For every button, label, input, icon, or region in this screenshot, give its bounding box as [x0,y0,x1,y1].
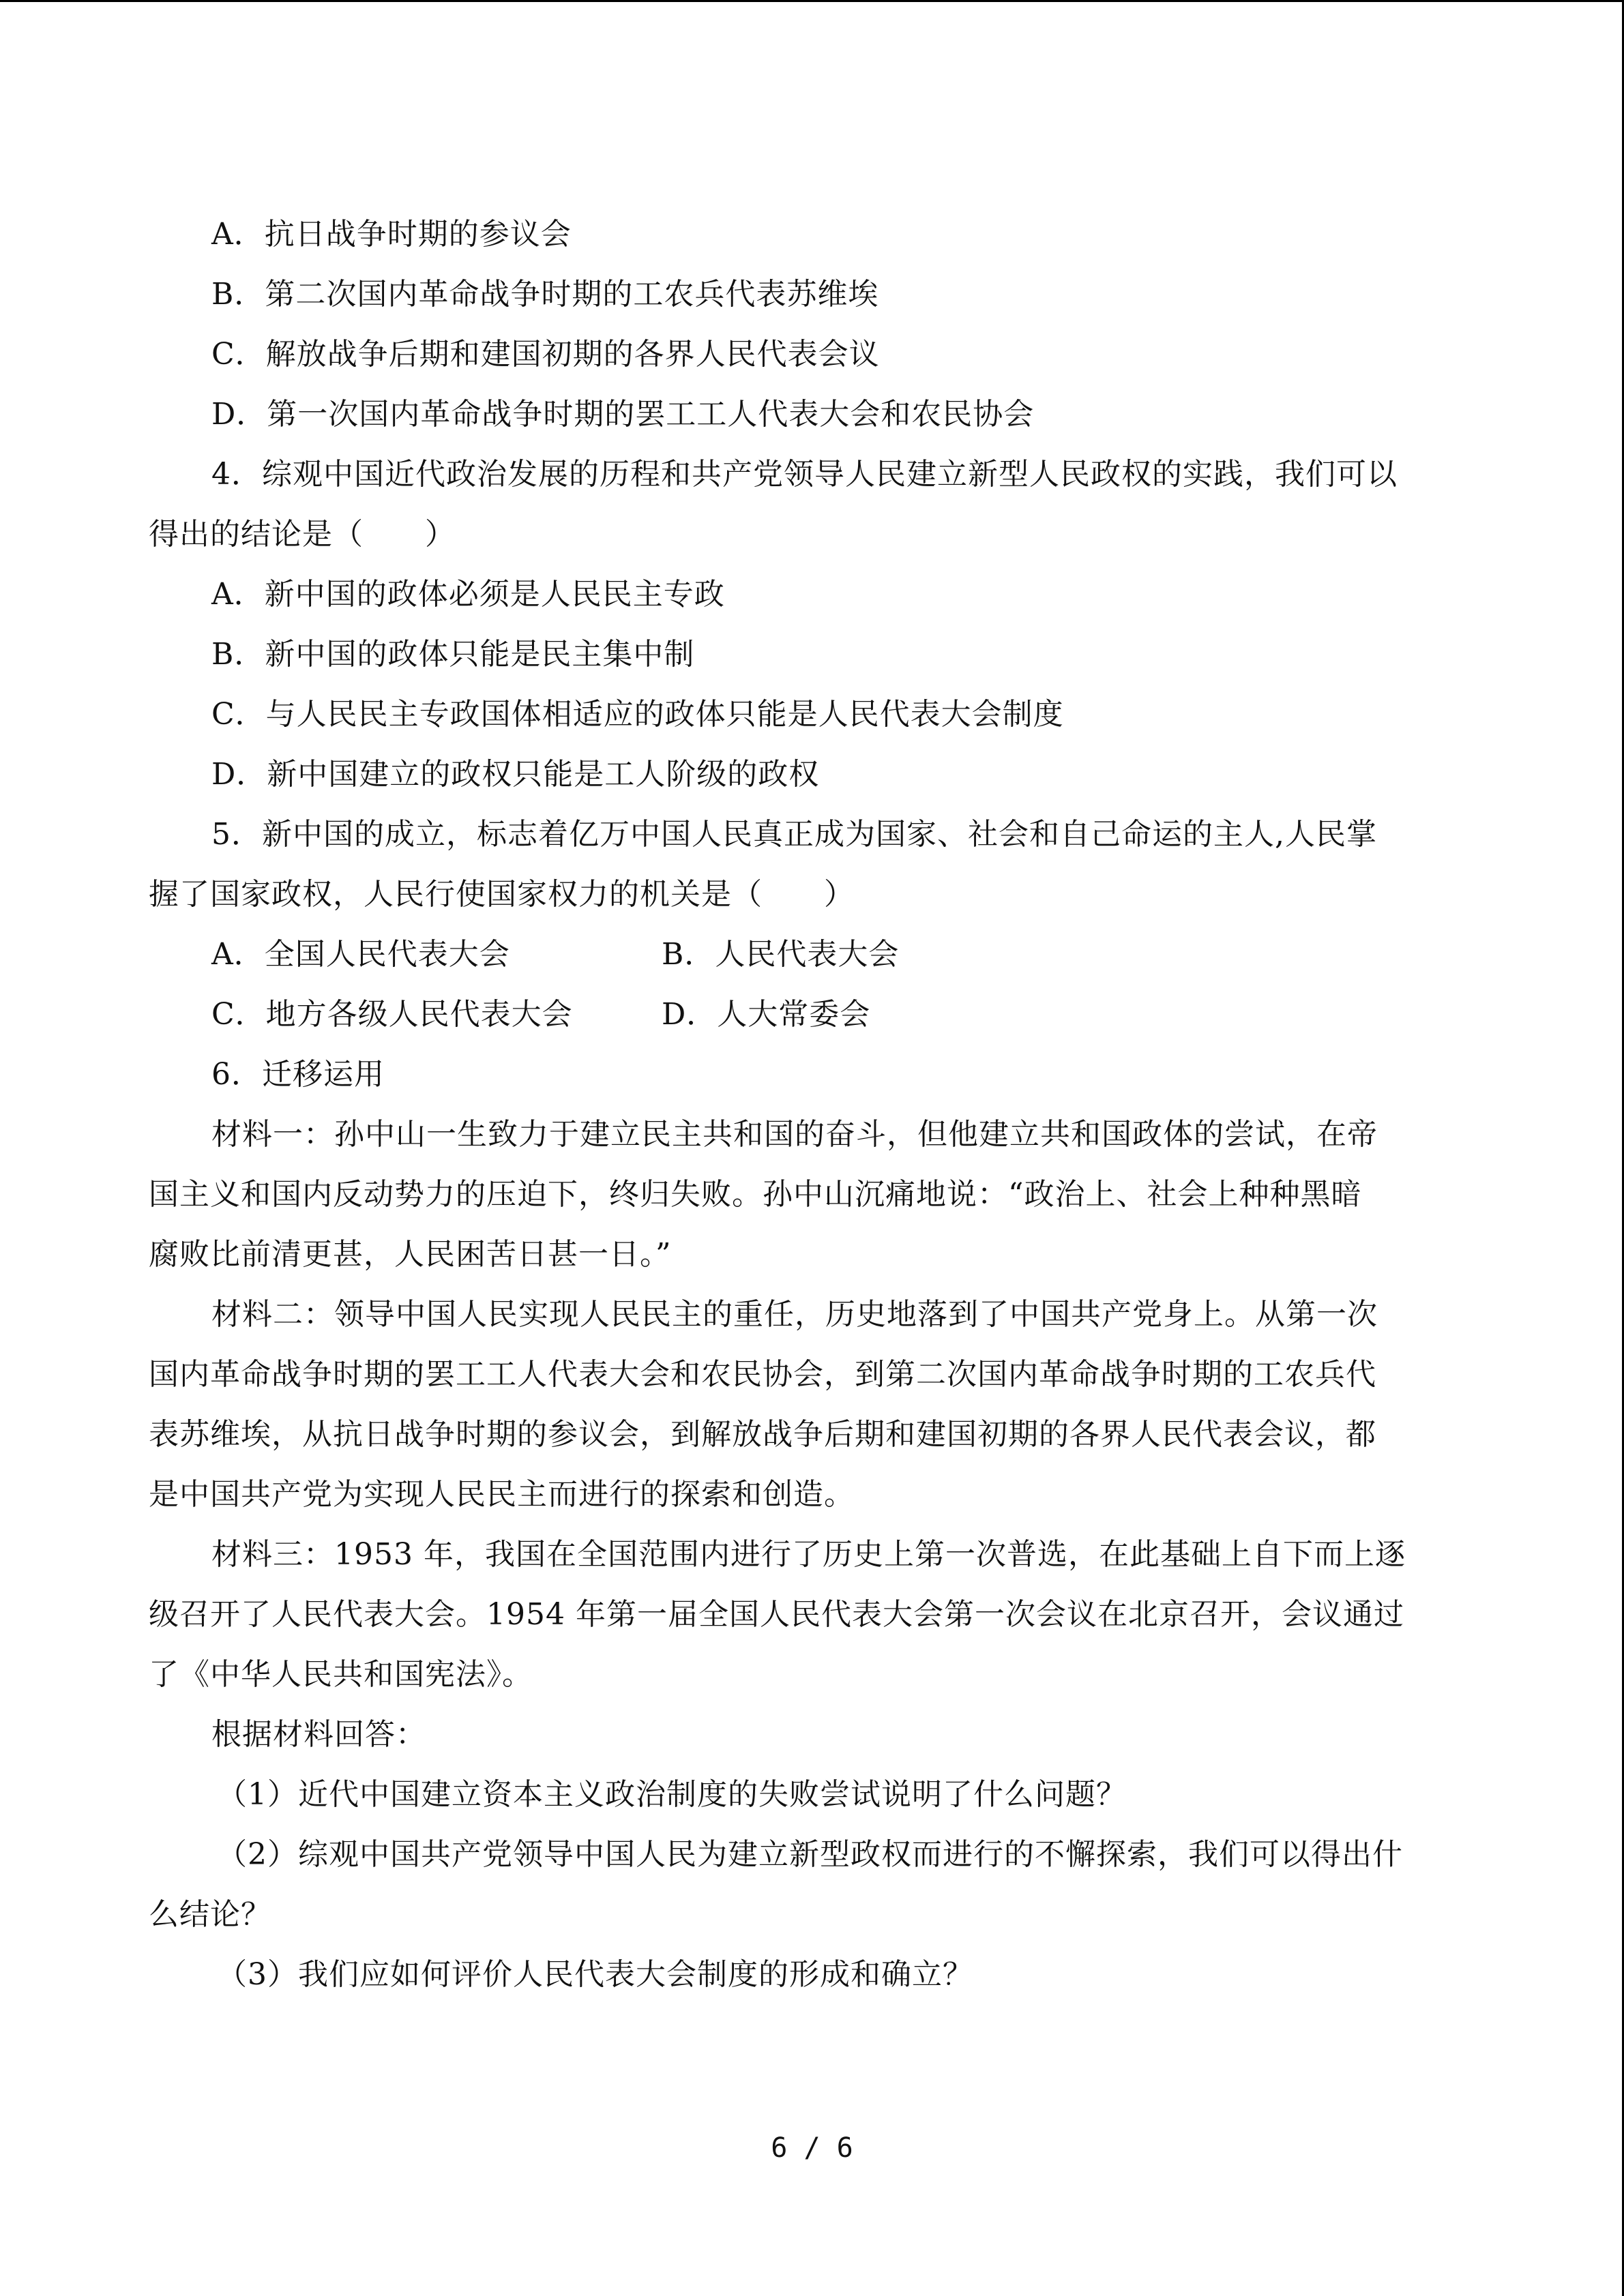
material3-line3: 了《中华人民共和国宪法》。 [149,1657,533,1692]
q4-option-d: D．新中国建立的政权只能是工人阶级的政权 [211,757,820,792]
answer-prompt: 根据材料回答： [211,1717,426,1752]
q3-option-a: A．抗日战争时期的参议会 [211,217,572,252]
q3-option-c: C．解放战争后期和建国初期的各界人民代表会议 [211,337,880,372]
document-body [149,205,1479,2005]
material2-line1: 材料二：领导中国人民实现人民民主的重任，历史地落到了中国共产党身上。从第一次 [211,1297,1378,1332]
q4-stem-line2: 得出的结论是（ ） [149,517,456,552]
material3-line2: 级召开了人民代表大会。1954 年第一届全国人民代表大会第一次会议在北京召开，会议通过 [149,1597,1404,1632]
material1-line2: 国主义和国内反动势力的压迫下，终归失败。孙中山沉痛地说：“政治上、社会上种种黑暗 [149,1177,1362,1212]
q4-option-a: A．新中国的政体必须是人民民主专政 [211,577,725,612]
q5-option-a: A．全国人民代表大会 [211,937,510,972]
top-border-line [0,0,1624,2]
q5-stem-line2: 握了国家政权，人民行使国家权力的机关是（ ） [149,877,855,912]
q5-options-row1 [149,925,1479,985]
q5-option-d: D．人大常委会 [662,997,871,1032]
q5-option-c: C．地方各级人民代表大会 [211,997,573,1032]
material3-line1: 材料三：1953 年，我国在全国范围内进行了历史上第一次普选，在此基础上自下而上逐 [211,1537,1406,1572]
sub-question-2-line2: 么结论？ [149,1897,271,1932]
sub-question-3: （3）我们应如何评价人民代表大会制度的形成和确立？ [217,1957,973,1992]
material2-line3: 表苏维埃，从抗日战争时期的参议会，到解放战争后期和建国初期的各界人民代表会议，都 [149,1417,1376,1452]
material2-line2: 国内革命战争时期的罢工工人代表大会和农民协会，到第二次国内革命战争时期的工农兵代 [149,1357,1376,1392]
q5-option-b: B．人民代表大会 [662,937,900,972]
q4-option-b: B．新中国的政体只能是民主集中制 [211,637,695,672]
q6-title: 6．迁移运用 [211,1057,385,1092]
q5-stem-line1: 5．新中国的成立，标志着亿万中国人民真正成为国家、社会和自己命运的主人,人民掌 [211,817,1377,852]
q3-option-d: D．第一次国内革命战争时期的罢工工人代表大会和农民协会 [211,397,1035,432]
q5-options-row2 [149,985,1479,1045]
q3-option-b: B．第二次国内革命战争时期的工农兵代表苏维埃 [211,277,879,312]
q4-stem-line1: 4．综观中国近代政治发展的历程和共产党领导人民建立新型人民政权的实践，我们可以 [211,457,1398,492]
material2-line4: 是中国共产党为实现人民民主而进行的探索和创造。 [149,1477,855,1512]
q4-option-c: C．与人民民主专政国体相适应的政体只能是人民代表大会制度 [211,697,1064,732]
sub-question-1: （1）近代中国建立资本主义政治制度的失败尝试说明了什么问题？ [217,1777,1127,1812]
material1-line3: 腐败比前清更甚，人民困苦日甚一日。” [149,1237,672,1272]
page-number: 6 / 6 [771,2132,853,2164]
material1-line1: 材料一：孙中山一生致力于建立民主共和国的奋斗，但他建立共和国政体的尝试，在帝 [211,1117,1378,1152]
sub-question-2-line1: （2）综观中国共产党领导中国人民为建立新型政权而进行的不懈探索，我们可以得出什 [217,1837,1403,1872]
